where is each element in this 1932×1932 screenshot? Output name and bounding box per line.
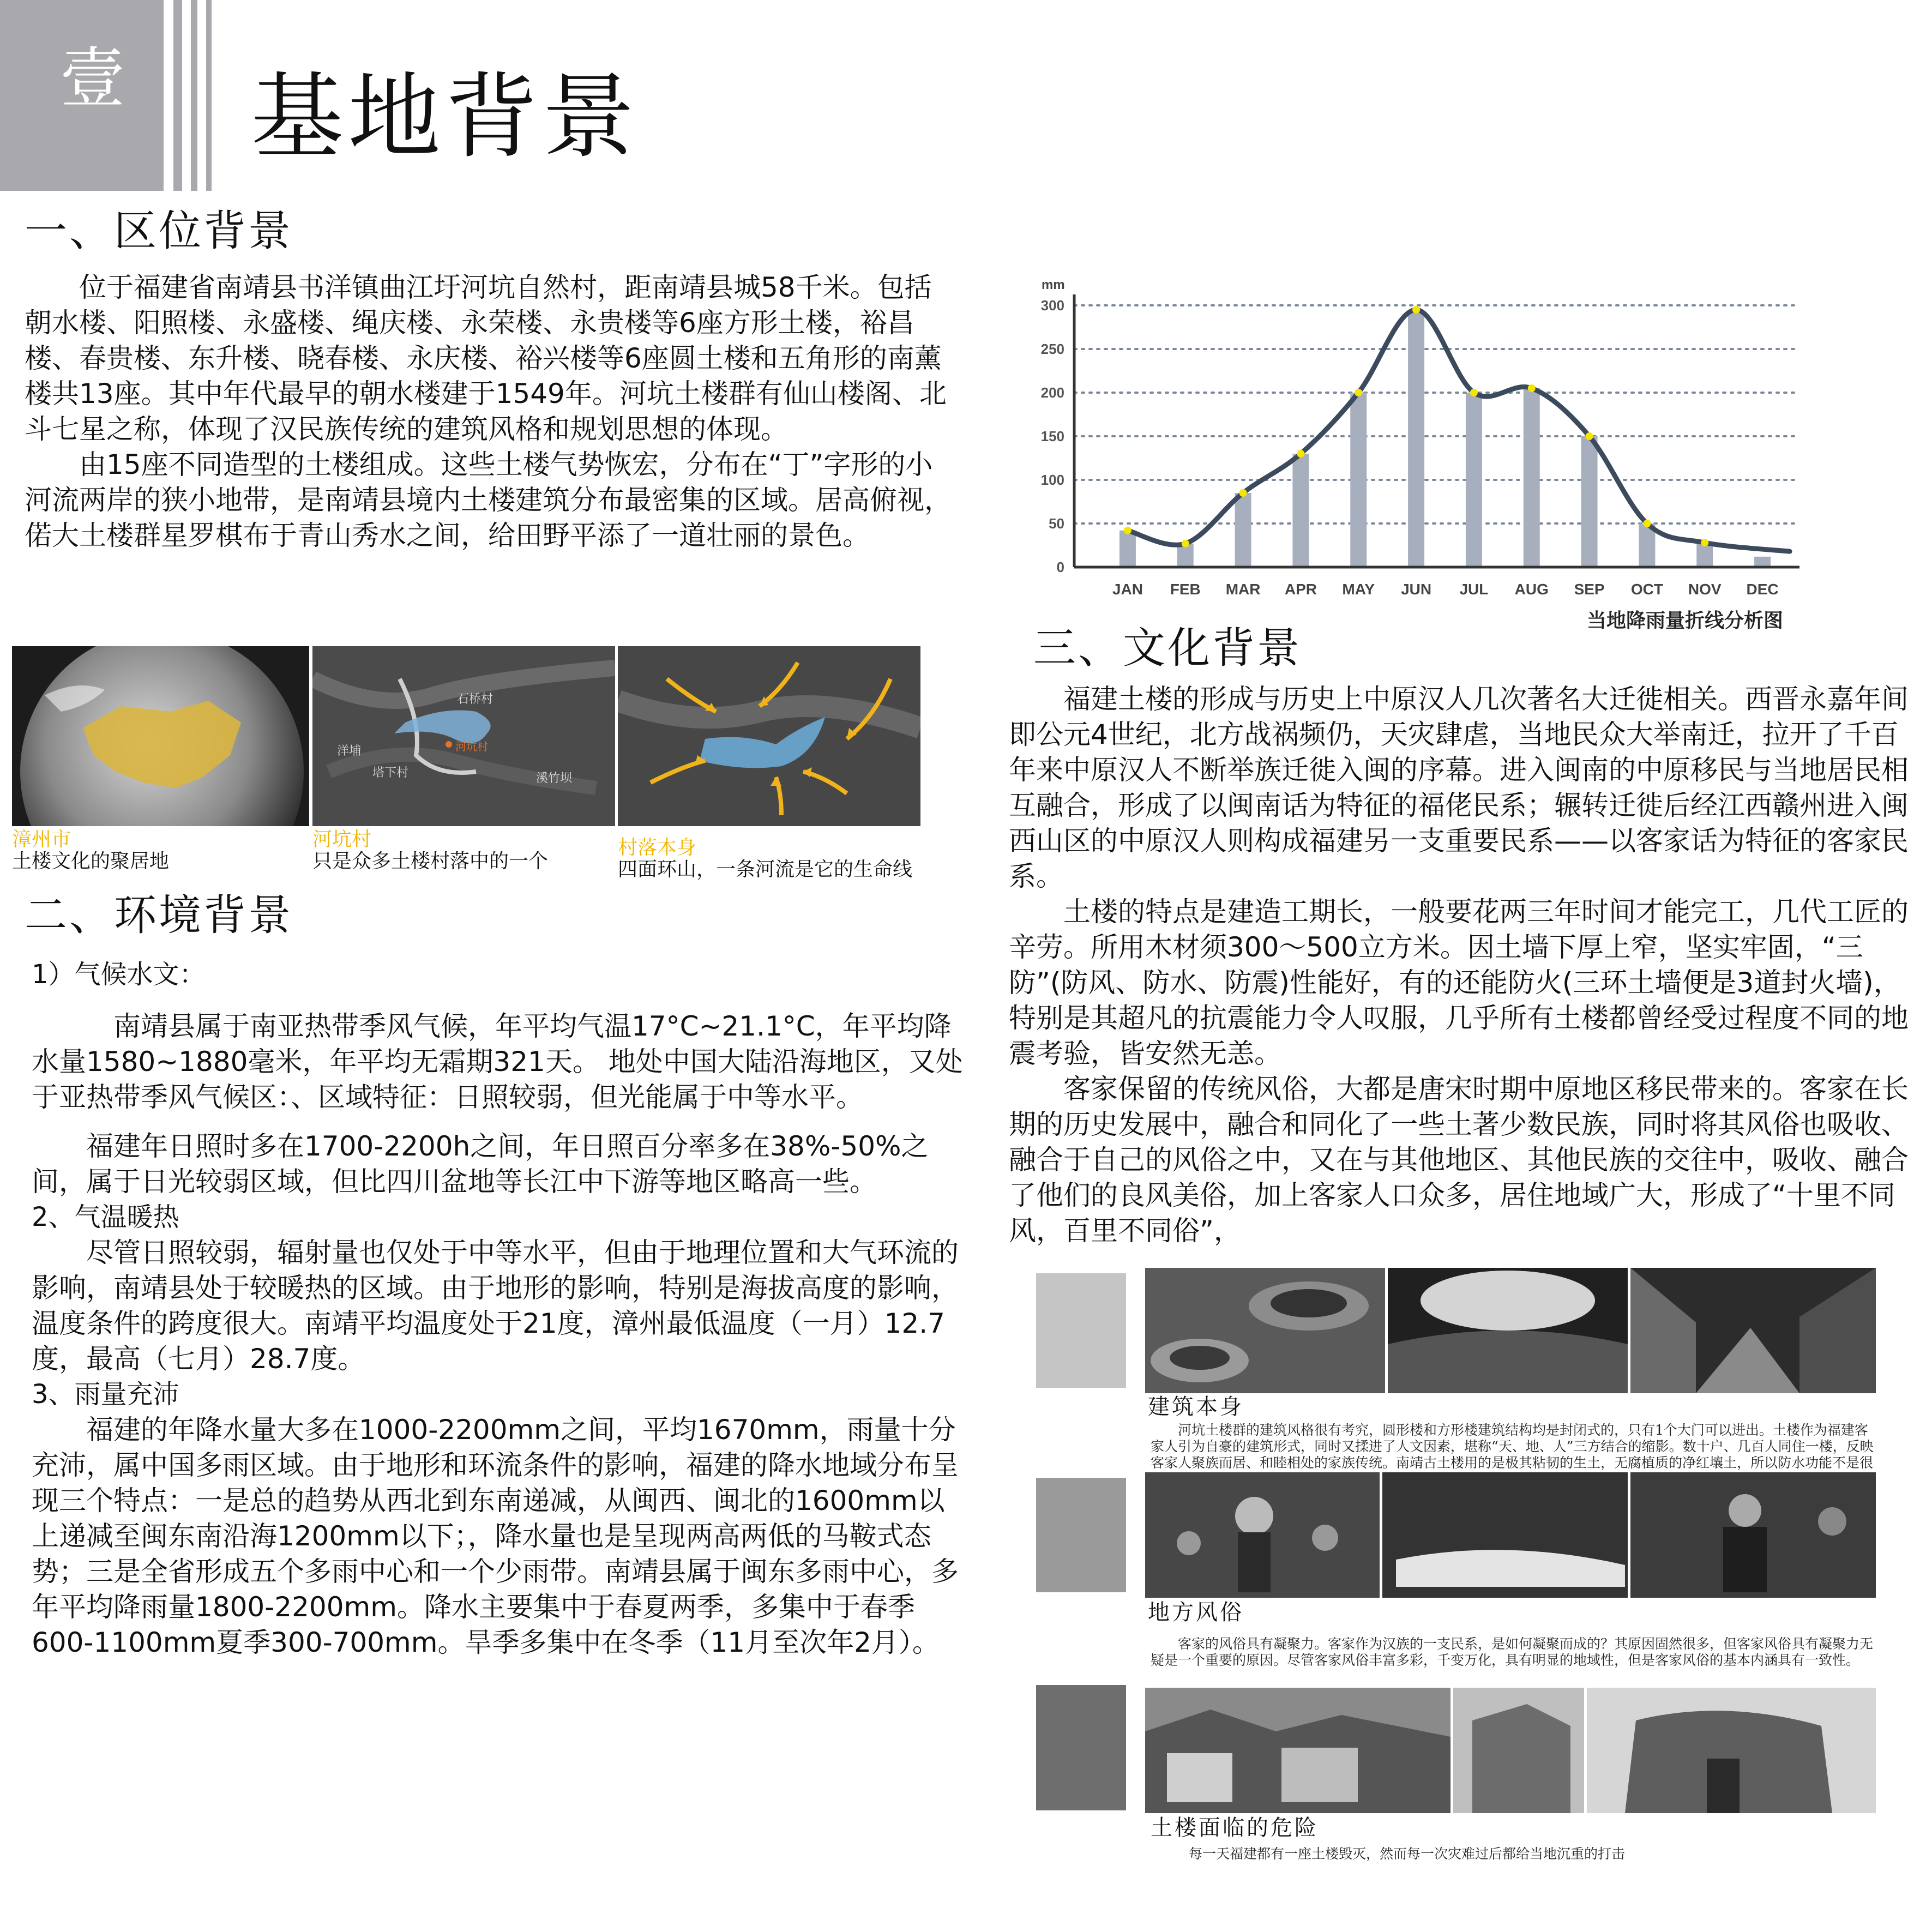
panel-description: 河坑土楼群的建筑风格很有考究，圆形楼和方形楼建筑结构均是封闭式的，只有1个大门可以进出。土楼作为福建客家人引为自豪的建筑形式，同时又揉进了人文因素，堪称“天、地、人”三方结合的缩影。数十户、几百人同住一楼，反映客家人聚族而居、和睦相处的家族传统。南靖古土楼用的是极其粘韧的生土，无腐植质的净红壤土，所以防水功能不是很 [1151, 1422, 1874, 1471]
culture-paragraph: 福建土楼的形成与历史上中原汉人几次著名大迁徙相关。西晋永嘉年间即公元4世纪，北方战祸频仍，天灾肆虐，当地民众大举南迁，拉开了千百年来中原汉人不断举族迁徙入闽的序幕。进入闽南的中原移民与当地居民相互融合，形成了以闽南话为特征的福佬民系；辗转迁徙后经江西赣州进入闽西山区的中原汉人则构成福建另一支重要民系——以客家话为特征的客家民系。 [1009, 683, 1909, 892]
x-tick-label: FEB [1170, 581, 1201, 598]
environment-subheading: 3、雨量充沛 [32, 1379, 179, 1410]
environment-paragraph: 福建的年降水量大多在1000-2200mm之间，平均1670mm，雨量十分充沛，属中国多雨区域。由于地形和环流条件的影响，福建的降水地域分布呈现三个特点：一是总的趋势从西北到东南递减，从闽西、闽北的1600mm以上递减至闽东南沿海1200mm以下；，降水量也是呈现两高两低的马鞍式态势；三是全省形成五个多雨中心和一个少雨带。南靖县属于闽东多雨中心，多年平均降雨量1800-2200mm。降水主要集中于春夏两季，多集中于春季600-1100mm夏季300-700mm。旱季多集中在冬季（11月至次年2月）。 [32, 1414, 959, 1658]
bar [1581, 436, 1598, 567]
bar [1754, 557, 1771, 567]
y-tick-label: 150 [1040, 428, 1064, 444]
culture-paragraph: 客家保留的传统风俗，大都是唐宋时期中原地区移民带来的。客家在长期的历史发展中，融合和同化了一些土著少数民族，同时将其风俗也吸收、融合于自己的风俗之中，又在与其他地区、其他民族的交往中，吸收、融合了他们的良风美俗，加上客家人口众多，居住地域广大，形成了“十里不同风，百里不同俗”， [1009, 1073, 1909, 1247]
panel-title: 土楼面临的危险 [1151, 1815, 1319, 1840]
header-stripe [173, 0, 182, 191]
location-paragraph: 由15座不同造型的土楼组成。这些土楼气势恢宏，分布在“丁”字形的小河流两岸的狭小地带，是南靖县境内土楼建筑分布最密集的区域。居高俯视，偌大土楼群星罗棋布于青山秀水之间，给田野平添了一道壮丽的景色。 [25, 449, 952, 551]
village-terrain-image [618, 646, 920, 826]
x-tick-label: MAR [1225, 581, 1261, 598]
data-point [1643, 520, 1651, 527]
x-tick-label: JUN [1401, 581, 1432, 598]
image-label: 漳州市 [12, 828, 71, 851]
y-tick-label: 0 [1056, 559, 1064, 575]
data-point [1355, 389, 1362, 396]
bar [1235, 493, 1251, 567]
danger-photos [1145, 1688, 1876, 1813]
bar [1408, 310, 1424, 567]
panel-gray-square [1036, 1273, 1126, 1388]
data-point [1470, 389, 1478, 396]
data-point [1239, 489, 1247, 497]
map-label: 河坑村 [455, 740, 488, 753]
bar [1466, 393, 1482, 567]
y-tick-label: 250 [1040, 341, 1064, 357]
culture-paragraph: 土楼的特点是建造工期长，一般要花两三年时间才能完工，几代工匠的辛劳。所用木材须300～500立方米。因土墙下厚上窄，坚实牢固，“三防”(防风、防水、防震)性能好，有的还能防火(三环土墙便是3道封火墙)，特别是其超凡的抗震能力令人叹服，几乎所有土楼都曾经受过程度不同的地震考验，皆安然无恙。 [1009, 896, 1909, 1069]
panel-gray-square [1036, 1478, 1126, 1592]
x-tick-label: OCT [1630, 581, 1663, 598]
custom-photos [1145, 1472, 1876, 1598]
y-tick-label: 50 [1049, 515, 1064, 532]
x-tick-label: APR [1284, 581, 1317, 598]
data-point [1297, 450, 1304, 458]
panel-gray-square [1036, 1685, 1126, 1810]
china-globe-image [12, 646, 309, 826]
data-point [1586, 432, 1593, 440]
hekeng-map-image [312, 646, 615, 826]
header-stripe [191, 0, 197, 191]
x-tick-label: JAN [1112, 581, 1143, 598]
map-label: 塔下村 [372, 766, 409, 780]
y-axis-unit: mm [1042, 278, 1065, 292]
environment-paragraph: 尽管日照较弱，辐射量也仅处于中等水平，但由于地理位置和大气环流的影响，南靖县处于较暖热的区域。由于地形的影响，特别是海拔高度的影响，温度条件的跨度很大。南靖平均温度处于21度，漳州最低温度（一月）12.7度，最高（七月）28.7度。 [32, 1237, 959, 1375]
panel-title: 建筑本身 [1148, 1394, 1244, 1419]
bar [1120, 531, 1136, 567]
panel-description: 客家的风俗具有凝聚力。客家作为汉族的一支民系，是如何凝聚而成的？其原因固然很多，但客家风俗具有凝聚力无疑是一个重要的原因。尽管客家风俗丰富多彩，千变万化，具有明显的地域性，但是客家风俗的基本内涵具有一致性。 [1151, 1636, 1874, 1668]
image-caption: 土楼文化的聚居地 [12, 850, 170, 872]
environment-subheading: 2、气温暖热 [32, 1202, 179, 1232]
bar [1524, 388, 1540, 567]
data-point [1528, 384, 1536, 392]
y-tick-label: 200 [1040, 384, 1064, 401]
environment-text [32, 957, 970, 1660]
rainfall-chart [1025, 267, 1821, 638]
panel-description: 每一天福建都有一座土楼毁灭，然而每一次灾难过后都给当地沉重的打击 [1189, 1846, 1626, 1862]
environment-subheading: 1）气候水文： [32, 959, 206, 990]
x-tick-label: DEC [1746, 581, 1779, 598]
chart-title: 当地降雨量折线分析图 [1587, 610, 1784, 632]
x-tick-label: SEP [1574, 581, 1605, 598]
culture-text [1009, 682, 1919, 1249]
architecture-photos [1145, 1268, 1876, 1393]
map-label: 石桥村 [457, 693, 493, 706]
x-tick-label: MAY [1342, 581, 1375, 598]
location-paragraph: 位于福建省南靖县书洋镇曲江圩河坑自然村，距南靖县城58千米。包括朝水楼、阳照楼、永盛楼、绳庆楼、永荣楼、永贵楼等6座方形土楼，裕昌楼、春贵楼、东升楼、晓春楼、永庆楼、裕兴楼等6座圆土楼和五角形的南薰楼共13座。其中年代最早的朝水楼建于1549年。河坑土楼群有仙山楼阁、北斗七星之称，体现了汉民族传统的建筑风格和规划思想的体现。 [25, 272, 947, 445]
environment-paragraph: 福建年日照时多在1700-2200h之间，年日照百分率多在38%-50%之间，属于日光较弱区域，但比四川盆地等长江中下游等地区略高一些。 [32, 1130, 929, 1197]
header-stripe [206, 0, 212, 191]
rainfall-chart-svg [1025, 267, 1821, 638]
image-caption: 只是众多土楼村落中的一个 [312, 850, 549, 872]
image-label: 河坑村 [312, 828, 372, 851]
y-tick-label: 300 [1040, 297, 1064, 314]
x-tick-label: JUL [1459, 581, 1489, 598]
location-heading: 一、区位背景 [25, 207, 293, 256]
panel-title: 地方风俗 [1148, 1600, 1244, 1625]
data-point [1412, 306, 1420, 314]
rainfall-trend-line [1128, 310, 1790, 551]
map-label: 洋埔 [337, 744, 362, 758]
environment-paragraph: 南靖县属于南亚热带季风气候，年平均气温17°C~21.1°C，年平均降水量1580~1880毫米，年平均无霜期321天。 地处中国大陆沿海地区，又处于亚热带季风气候区：、区域特征：日照较弱，但光能属于中等水平。 [32, 1010, 963, 1113]
section-number: 壹 [60, 41, 125, 117]
x-tick-label: NOV [1688, 581, 1722, 598]
image-caption: 四面环山，一条河流是它的生命线 [618, 858, 913, 881]
location-text [25, 270, 952, 553]
data-point [1701, 539, 1708, 546]
data-point [1124, 527, 1131, 534]
image-label: 村落本身 [618, 836, 697, 859]
page-title: 基地背景 [251, 63, 640, 171]
x-tick-label: AUG [1514, 581, 1549, 598]
map-label: 溪竹坝 [536, 772, 573, 785]
environment-heading: 二、环境背景 [25, 891, 293, 940]
data-point [1182, 540, 1189, 547]
bar [1292, 454, 1309, 567]
y-tick-label: 100 [1040, 472, 1064, 488]
culture-heading: 三、文化背景 [1033, 624, 1302, 673]
bar [1350, 393, 1367, 567]
